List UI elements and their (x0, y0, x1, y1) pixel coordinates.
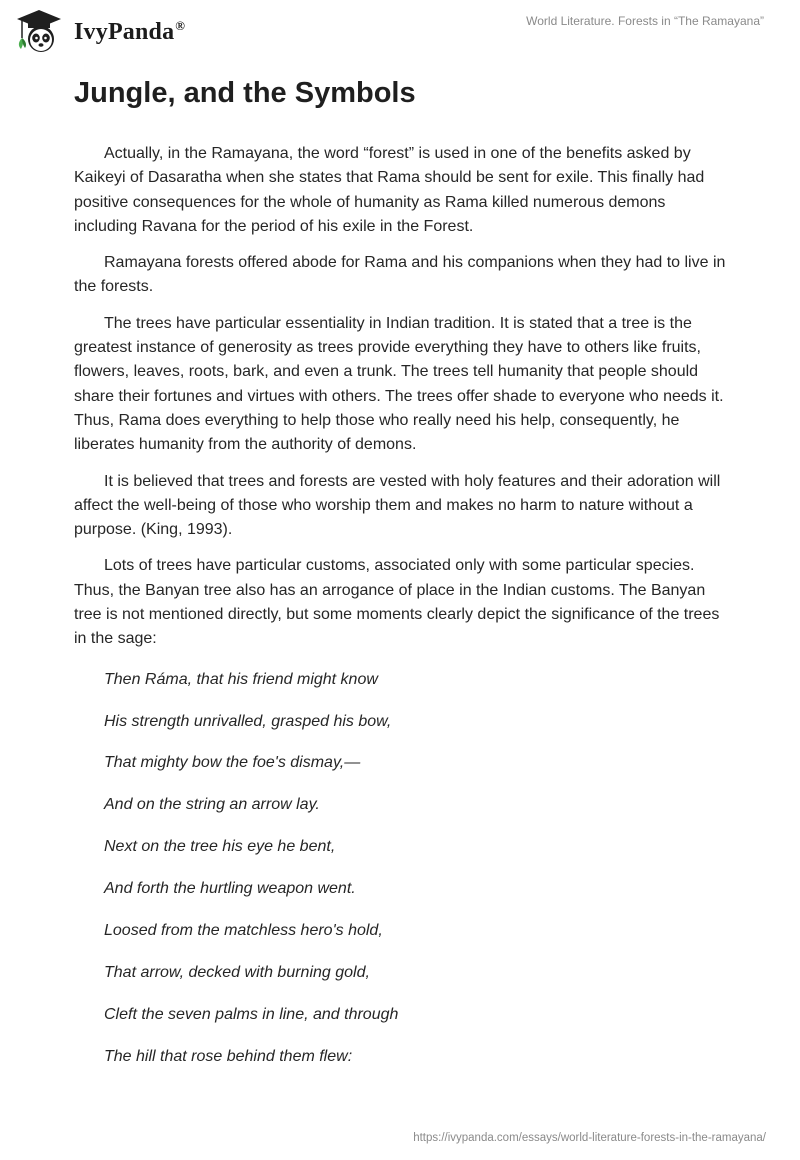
verse-line: The hill that rose behind them flew: (104, 1047, 353, 1065)
brand-text: IvyPanda (74, 18, 175, 45)
essay-content (74, 70, 729, 1087)
verse-line: That mighty bow the foe's dismay,— (104, 754, 361, 772)
registered-mark: ® (175, 17, 186, 33)
verse-line: Then Ráma, that his friend might know (104, 670, 378, 688)
source-url-link[interactable]: https://ivypanda.com/essays/world-literature-forests-in-the-ramayana/ (413, 1132, 766, 1144)
poem-quote (74, 668, 729, 1069)
paragraph: It is believed that trees and forests are vested with holy features and their adoration will affect the well-being of those who worship them and makes no harm to nature without a purpose. (King, 1993). (74, 472, 721, 539)
verse-line: Next on the tree his eye he bent, (104, 838, 336, 856)
verse-line: Loosed from the matchless hero's hold, (104, 921, 383, 939)
page-header (0, 0, 800, 66)
document-title: World Literature. Forests in “The Ramayana” (526, 14, 764, 28)
panda-graduate-logo-icon (14, 8, 64, 56)
verse-line: Cleft the seven palms in line, and through (104, 1005, 399, 1023)
paragraph: Ramayana forests offered abode for Rama and his companions when they had to live in the forests. (74, 254, 726, 296)
verse-line: And on the string an arrow lay. (104, 796, 320, 814)
brand-name (74, 19, 185, 46)
verse-line: His strength unrivalled, grasped his bow, (104, 712, 392, 730)
verse-line: And forth the hurtling weapon went. (104, 880, 356, 898)
ivypanda-logo[interactable] (14, 8, 185, 56)
verse-line: That arrow, decked with burning gold, (104, 963, 370, 981)
paragraph: The trees have particular essentiality in Indian tradition. It is stated that a tree is the greatest instance of generosity as trees provide everything they have to others like fruits, flowers, leaves, roots, bark, and even a trunk. The trees tell humanity that people should share their fortunes and virtues with others. The trees offer shade to everyone who needs it. Thus, Rama does everything to help those who really need his help, consequently, he liberates humanity from the authority of demons. (74, 314, 724, 454)
paragraph: Actually, in the Ramayana, the word “forest” is used in one of the benefits asked by Kaikeyi of Dasaratha when she states that Rama should be sent for exile. This finally had positive consequences for the whole of humanity as Rama killed numerous demons including Ravana for the period of his exile in the Forest. (74, 145, 705, 235)
section-heading: Jungle, and the Symbols (74, 77, 416, 109)
paragraph: Lots of trees have particular customs, associated only with some particular species. Thus, the Banyan tree also has an arrogance of place in the Indian customs. The Banyan tree is not mentioned directly, but some moments clearly depict the significance of the trees in the sage: (74, 557, 720, 648)
